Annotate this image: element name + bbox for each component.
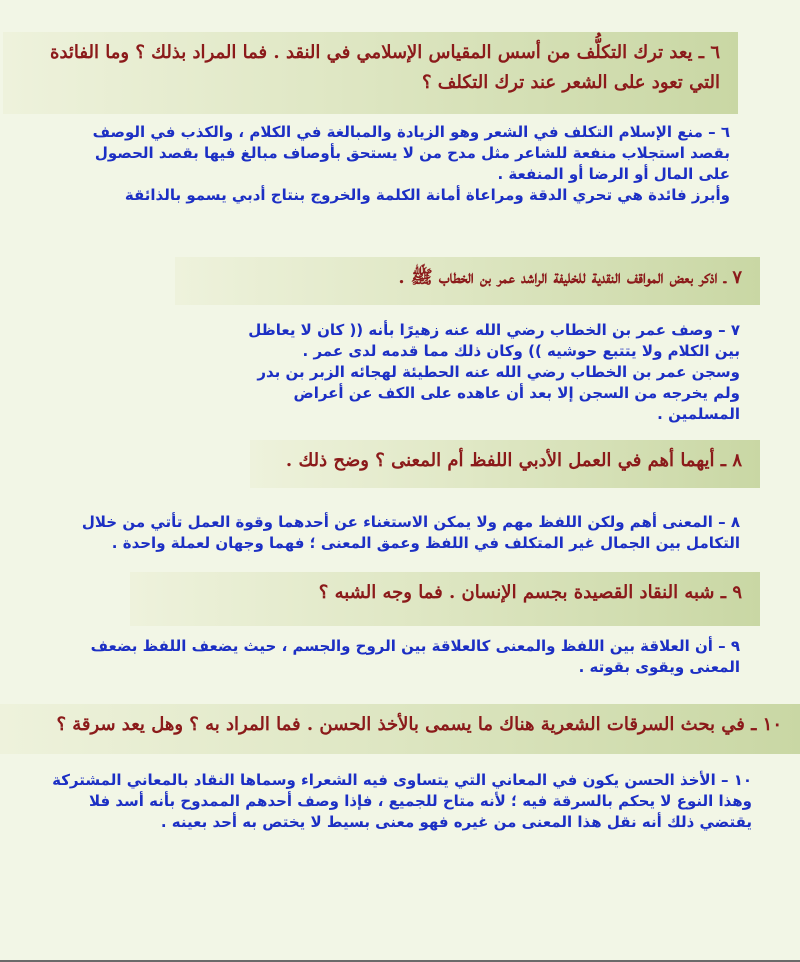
answer-7-para-2: وسجن عمر بن الخطاب رضي الله عنه الحطيئة لهجائه الزبر بن بدر ولم يخرجه من السجن إلا بعد أن عاهده على الكف عن أعراض المسلمين .	[257, 363, 740, 423]
answer-9	[40, 636, 740, 678]
question-7	[175, 257, 760, 305]
question-9	[130, 572, 760, 626]
answer-6	[65, 122, 730, 206]
answer-8-para-1: ٨ – المعنى أهم ولكن اللفظ مهم ولا يمكن الاستغناء عن أحدهما وقوة العمل تأتي من خلال التكامل بين الجمال غير المتكلف في اللفظ وعمق المعنى ؛ فهما وجهان لعملة واحدة .	[81, 513, 740, 552]
question-8	[250, 440, 760, 488]
question-9-text: ٩ ـ شبه النقاد القصيدة بجسم الإنسان . فما وجه الشبه ؟	[318, 582, 742, 603]
answer-6-para-2: وأبرز فائدة هي تحري الدقة ومراعاة أمانة الكلمة والخروج بنتاج أدبي يسمو بالذائقة	[124, 186, 730, 204]
answer-7	[230, 320, 740, 425]
answer-6-para-1: ٦ – منع الإسلام التكلف في الشعر وهو الزيادة والمبالغة في الكلام ، والكذب في الوصف بقصد استجلاب منفعة للشاعر مثل مدح من لا يستحق بأوصاف مبالغ فيها بقصد الحصول على المال أو الرضا أو المنفعة .	[92, 123, 730, 183]
question-6	[3, 32, 738, 114]
answer-10-para-1: ١٠ – الأخذ الحسن يكون في المعاني التي يتساوى فيه الشعراء وسماها النقاد بالمعاني المشتركة وهذا النوع لا يحكم بالسرقة فيه ؛ لأنه متاح للجميع ، فإذا وصف أحدهم الممدوح بأنه أسد فلا يقتضي ذلك أنه نقل هذا المعنى من غيره فهو معنى بسيط لا يختص به أحد بعينه .	[52, 771, 752, 831]
answer-7-para-1: ٧ – وصف عمر بن الخطاب رضي الله عنه زهيرًا بأنه (( كان لا يعاظل بين الكلام ولا يتتبع حوشيه )) وكان ذلك مما قدمه لدى عمر .	[248, 321, 740, 360]
question-10-text: ١٠ ـ في بحث السرقات الشعرية هناك ما يسمى بالأخذ الحسن . فما المراد به ؟ وهل يعد سرقة ؟	[56, 714, 782, 735]
question-7-text: ٧ ـ اذكر بعض المواقف النقدية للخليفة الراشد عمر بن الخطاب ﷺ .	[398, 267, 742, 288]
question-8-text: ٨ ـ أيهما أهم في العمل الأدبي اللفظ أم المعنى ؟ وضح ذلك .	[285, 450, 742, 471]
question-6-text: ٦ ـ يعد ترك التكلُّف من أسس المقياس الإسلامي في النقد . فما المراد بذلك ؟ وما الفائدة التي تعود على الشعر عند ترك التكلف ؟	[50, 42, 720, 93]
question-10	[0, 704, 800, 754]
answer-9-para-1: ٩ – أن العلاقة بين اللفظ والمعنى كالعلاقة بين الروح والجسم ، حيث يضعف اللفظ بضعف المعنى ويقوى بقوته .	[90, 637, 740, 676]
answer-8	[40, 512, 740, 554]
answer-10	[47, 770, 752, 833]
